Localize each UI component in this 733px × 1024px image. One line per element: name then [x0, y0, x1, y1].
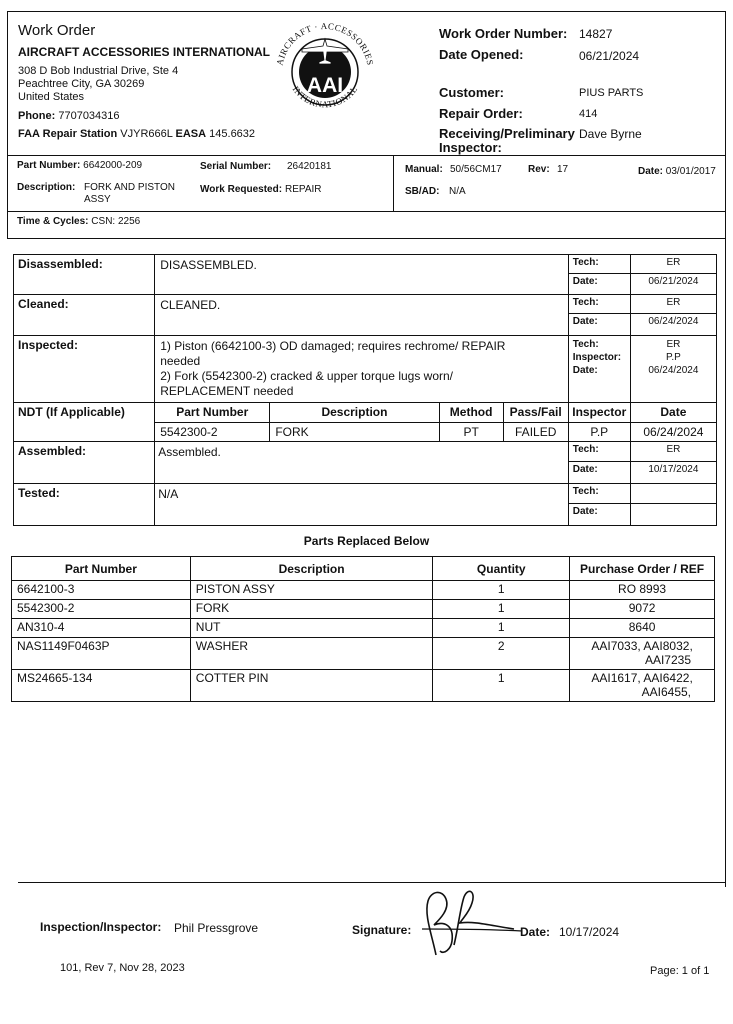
disassembled-label: Disassembled:	[14, 255, 155, 295]
parts-description: FORK	[190, 600, 433, 619]
ndt-description: FORK	[270, 423, 439, 442]
address-line3: United States	[18, 91, 85, 103]
date-opened: 06/21/2024	[579, 49, 640, 63]
signature-label: Signature:	[352, 923, 412, 937]
part-info-divider	[393, 155, 394, 212]
time-cycles-label: Time & Cycles:	[17, 216, 89, 227]
step-row-inspected	[14, 336, 717, 403]
assembled-date: 10/17/2024	[648, 464, 699, 475]
step-row-assembled	[14, 442, 717, 484]
ndt-header-row	[14, 403, 717, 423]
customer-label: Customer:	[439, 85, 505, 100]
parts-quantity: 1	[433, 670, 570, 702]
cleaned-date: 06/24/2024	[648, 316, 699, 327]
ndt-col-part-number: Part Number	[155, 403, 270, 423]
faa-number: VJYR666L	[120, 128, 173, 140]
manual-date-label: Date:	[638, 166, 664, 177]
table-row	[12, 600, 715, 619]
parts-ref: RO 8993	[570, 581, 715, 600]
ndt-label: NDT (If Applicable)	[14, 403, 155, 442]
time-cycles-bottom-rule	[7, 238, 726, 239]
signature-image	[414, 885, 529, 960]
logo-ring-top: AIRCRAFT · ACCESSORIES	[274, 20, 376, 67]
form-revision: 101, Rev 7, Nov 28, 2023	[60, 962, 185, 974]
parts-col-part-number: Part Number	[12, 557, 191, 581]
ndt-col-date: Date	[630, 403, 716, 423]
parts-description: PISTON ASSY	[190, 581, 433, 600]
ndt-col-method: Method	[439, 403, 503, 423]
part-number-field	[17, 160, 142, 171]
ndt-part-number: 5542300-2	[155, 423, 270, 442]
inspected-line1: 1) Piston (6642100-3) OD damaged; requires rechrome/ REPAIR	[160, 339, 506, 353]
tech-label: Tech:	[569, 484, 630, 504]
wo-number-label: Work Order Number:	[439, 26, 568, 41]
doc-title: Work Order	[18, 22, 96, 39]
assembled-label: Assembled:	[14, 442, 155, 484]
page-right-rule	[725, 11, 726, 887]
assembled-text: Assembled.	[155, 442, 569, 484]
table-row	[12, 670, 715, 702]
date-label: Date:	[572, 464, 598, 475]
faa-label: FAA Repair Station	[18, 128, 118, 140]
manual-value: 50/56CM17	[450, 164, 502, 175]
inspected-line2: needed	[160, 354, 201, 368]
footer-date: 10/17/2024	[559, 925, 620, 939]
serial-value: 26420181	[287, 161, 332, 172]
phone-label: Phone:	[18, 110, 56, 122]
parts-quantity: 1	[433, 619, 570, 638]
sbad-label: SB/AD:	[405, 186, 440, 197]
tech-label: Tech:	[569, 442, 630, 462]
parts-ref: 8640	[570, 619, 715, 638]
inspected-tech: ER	[666, 339, 681, 350]
inspection-inspector-label: Inspection/Inspector:	[40, 920, 162, 934]
repair-order: 414	[579, 108, 598, 120]
ndt-col-pass-fail: Pass/Fail	[503, 403, 568, 423]
part-number-value: 6642000-209	[83, 160, 143, 171]
assembled-tech: ER	[631, 442, 716, 462]
parts-replaced-title: Parts Replaced Below	[303, 534, 430, 548]
parts-description: WASHER	[190, 638, 433, 670]
easa-number: 145.6632	[209, 128, 256, 140]
parts-ref-line1: AAI1617, AAI6422,	[591, 671, 693, 685]
repair-order-label: Repair Order:	[439, 106, 523, 121]
work-steps-table	[13, 254, 717, 526]
header-top-rule	[7, 11, 726, 12]
sbad-value: N/A	[449, 186, 466, 197]
part-number-label: Part Number:	[17, 160, 81, 171]
inspector-name: Phil Pressgrove	[174, 921, 259, 935]
date-label: Date:	[572, 276, 598, 287]
description-label: Description:	[17, 182, 76, 193]
time-cycles-field	[17, 216, 140, 227]
page-left-rule	[7, 11, 8, 239]
page-number: Page: 1 of 1	[650, 965, 710, 977]
ndt-inspector: P.P	[568, 423, 630, 442]
disassembled-date: 06/21/2024	[648, 276, 699, 287]
parts-replaced-table	[11, 556, 715, 702]
tested-text: N/A	[155, 484, 569, 526]
tested-date	[631, 504, 716, 508]
parts-quantity: 1	[433, 600, 570, 619]
parts-part-number: AN310-4	[12, 619, 191, 638]
manual-date-value: 03/01/2017	[665, 166, 716, 177]
ndt-pass-fail: FAILED	[503, 423, 568, 442]
date-label: Date:	[572, 506, 598, 517]
receiving-inspector: Dave Byrne	[579, 127, 642, 141]
time-cycles-top-rule	[7, 211, 726, 212]
faa-line	[18, 128, 255, 140]
description-line1: FORK AND PISTON	[84, 182, 175, 193]
phone-value: 7707034316	[58, 110, 120, 122]
easa-label: EASA	[175, 128, 207, 140]
inspected-label: Inspected:	[14, 336, 155, 403]
customer: PIUS PARTS	[579, 87, 644, 99]
parts-quantity: 1	[433, 581, 570, 600]
parts-ref-line2: AAI6455,	[641, 685, 691, 699]
disassembled-tech: ER	[631, 255, 716, 274]
inspected-line3: 2) Fork (5542300-2) cracked & upper torque lugs worn/	[160, 369, 454, 383]
tested-tech	[631, 484, 716, 504]
parts-description: NUT	[190, 619, 433, 638]
parts-part-number: MS24665-134	[12, 670, 191, 702]
table-row	[12, 638, 715, 670]
date-label: Date:	[572, 365, 598, 376]
phone-line	[18, 110, 120, 122]
footer-date-label: Date:	[520, 925, 551, 939]
parts-part-number: NAS1149F0463P	[12, 638, 191, 670]
rev-value: 17	[557, 164, 569, 175]
inspected-line4: REPLACEMENT needed	[160, 384, 294, 398]
parts-col-purchase-order: Purchase Order / REF	[570, 557, 715, 581]
step-row-tested	[14, 484, 717, 526]
parts-description: COTTER PIN	[190, 670, 433, 702]
work-requested-label: Work Requested:	[200, 184, 283, 195]
parts-ref: 9072	[570, 600, 715, 619]
parts-ref-line1: AAI7033, AAI8032,	[591, 639, 693, 653]
tech-label: Tech:	[572, 339, 599, 350]
step-row-cleaned	[14, 295, 717, 336]
inspector-label: Inspector:	[572, 352, 622, 363]
logo-letters: AAI	[306, 74, 344, 97]
inspected-inspector: P.P	[665, 352, 681, 363]
work-requested-value: REPAIR	[285, 184, 322, 195]
company-name: AIRCRAFT ACCESSORIES INTERNATIONAL	[18, 45, 270, 59]
address-line1: 308 D Bob Industrial Drive, Ste 4	[18, 65, 179, 77]
ndt-method: PT	[439, 423, 503, 442]
inspected-date: 06/24/2024	[648, 365, 699, 376]
ndt-col-description: Description	[270, 403, 439, 423]
wo-number: 14827	[579, 27, 613, 41]
description-line2: ASSY	[84, 194, 111, 205]
disassembled-text: DISASSEMBLED.	[155, 255, 569, 295]
parts-col-quantity: Quantity	[433, 557, 570, 581]
parts-part-number: 5542300-2	[12, 600, 191, 619]
ndt-date: 06/24/2024	[630, 423, 716, 442]
tested-label: Tested:	[14, 484, 155, 526]
cleaned-label: Cleaned:	[14, 295, 155, 336]
parts-part-number: 6642100-3	[12, 581, 191, 600]
tech-label: Tech:	[569, 295, 630, 314]
parts-header-row	[12, 557, 715, 581]
step-row-disassembled	[14, 255, 717, 295]
tech-label: Tech:	[569, 255, 630, 274]
logo-ring-bottom: INTERNATIONAL	[290, 84, 360, 110]
part-info-top-rule	[7, 155, 726, 156]
date-opened-label: Date Opened:	[439, 47, 524, 62]
cleaned-tech: ER	[631, 295, 716, 314]
date-label: Date:	[572, 316, 598, 327]
rev-label: Rev:	[528, 164, 550, 175]
parts-col-description: Description	[190, 557, 433, 581]
serial-label: Serial Number:	[200, 161, 272, 172]
company-logo	[268, 16, 382, 126]
cleaned-text: CLEANED.	[155, 295, 569, 336]
manual-label: Manual:	[405, 164, 443, 175]
address-line2: Peachtree City, GA 30269	[18, 78, 145, 90]
receiving-label-2: Inspector:	[439, 140, 502, 155]
table-row	[12, 581, 715, 600]
ndt-col-inspector: Inspector	[568, 403, 630, 423]
csn-value: CSN: 2256	[91, 216, 141, 227]
table-row	[12, 619, 715, 638]
footer-top-rule	[18, 882, 726, 883]
parts-ref-line2: AAI7235	[644, 653, 691, 667]
receiving-label-1: Receiving/Preliminary	[439, 126, 575, 141]
manual-date-field	[638, 166, 716, 177]
parts-quantity: 2	[433, 638, 570, 670]
